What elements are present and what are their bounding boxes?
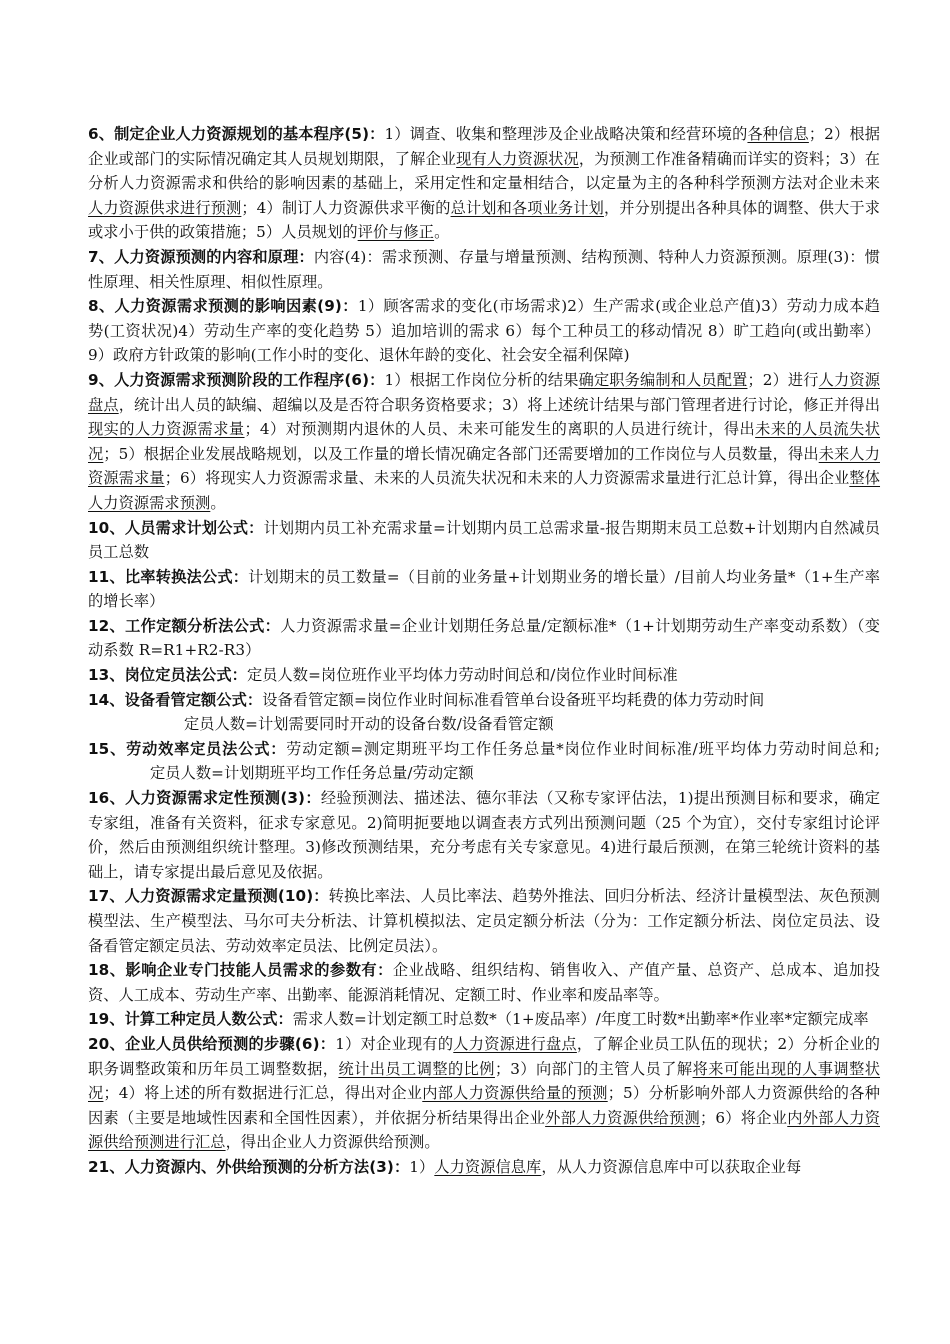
body-text: 定员人数=计划需要同时开动的设备台数/设备看管定额 [184,715,554,734]
underlined-term: 整体人力资源需求预测 [88,469,881,512]
section-20 [88,1032,880,1155]
body-text: 转换比率法、人员比率法、趋势外推法、回归分析法、经济计量模型法、灰色预测模型法、生产模型法、马尔可夫分析法、计算机模拟法、定员定额分析法（分为：工作定额分析法、岗位定员法、设备看管定额定员法、劳动效率定员法、比例定员法）。 [88,887,881,955]
section-heading: 16、人力资源需求定性预测(3)： [88,789,321,808]
body-text: 计划期末的员工数量=（目前的业务量+计划期业务的增长量）/目前人均业务量*（1+生产率的增长率） [88,567,880,611]
section-18 [88,958,880,1007]
body-text: 内容(4)：需求预测、存量与增量预测、结构预测、特种人力资源预测。原理(3)：惯性原理、相关性原理、相似性原理。 [88,247,880,291]
section-heading: 19、计算工种定员人数公式： [88,1010,293,1029]
body-text: ，了解企业员工队伍的现状；2）分析企业的职务调整政策和历年员工调整数据， [88,1034,880,1078]
underlined-term: 现有人力资源状况 [456,149,579,168]
underlined-term: 确定职务编制和人员配置 [578,370,748,389]
body-text: 1）调查、收集和整理涉及企业战略决策和经营环境的 [384,125,748,143]
section-10 [88,516,880,565]
body-text: 1） [409,1157,435,1176]
body-text: ，统计出人员的缺编、超编以及是否符合职务资格要求；3）将上述统计结果与部门管理者进行讨论，修正并得出 [118,395,880,414]
section-heading: 21、人力资源内、外供给预测的分析方法(3)： [88,1157,410,1176]
body-text: ，为预测工作准备精确而详实的资料；3）在分析人力资源需求和供给的影响因素的基础上，采用定性和定量相结合，以定量为主的各种科学预测方法对企业未来 [88,149,880,193]
section-15 [88,737,880,786]
body-text: 1）根据工作岗位分析的结果 [384,370,579,389]
body-text: ，并分别提出各种具体的调整、供大于求或求小于供的政策措施；5）人员规划的 [88,198,880,242]
body-text: ；2）根据企业或部门的实际情况确定其人员规划期限，了解企业 [88,125,880,168]
underlined-term: 现实的人力资源需求量 [88,420,245,439]
body-text: ；3）向部门的主管人员了解 [494,1059,693,1078]
section-heading: 15、劳动效率定员法公式： [88,739,287,758]
section-9 [88,368,880,516]
section-14 [88,688,880,737]
section-21 [88,1155,880,1180]
underlined-term: 人力资源进行盘点 [453,1034,577,1053]
body-text: ；4）对预测期内退休的人员、未来可能发生的离职的人员进行统计，得出 [244,420,756,439]
section-heading: 7、人力资源预测的内容和原理： [88,247,314,266]
section-6 [88,122,880,245]
section-19 [88,1007,880,1032]
section-7 [88,245,880,294]
section-heading: 6、制定企业人力资源规划的基本程序(5)： [88,125,385,143]
section-17 [88,884,880,958]
underlined-term: 各种信息 [747,125,809,143]
body-text: ；5）分析影响外部人力资源供给的各种因素（主要是地域性因素和全国性因素），并依据分析结果得出企业 [88,1084,880,1127]
body-text: 人力资源需求量=企业计划期任务总量/定额标准*（1+计划期劳动生产率变动系数）（变动系数 R=R1+R2-R3） [88,616,880,660]
section-heading: 10、人员需求计划公式： [88,518,264,537]
body-text: ，从人力资源信息库中可以获取企业每 [541,1157,802,1176]
body-text: 1）对企业现有的 [335,1034,454,1053]
section-heading: 18、影响企业专门技能人员需求的参数有： [88,961,393,980]
section-heading: 11、比率转换法公式： [88,567,249,586]
section-heading: 13、岗位定员法公式： [88,666,247,685]
underlined-term: 内部人力资源供给量的预测 [422,1084,608,1103]
body-text: ；5）根据企业发展战略规划，以及工作量的增长情况确定各部门还需要增加的工作岗位与人员数量，得出 [103,444,819,463]
body-text: 经验预测法、描述法、德尔菲法（又称专家评估法，1)提出预测目标和要求，确定专家组，准备有关资料，征求专家意见。2)简明扼要地以调查表方式列出预测问题（25 个为宜），交付专家组讨论评价，然后由预测组织统计整理。3)修改预测结果，充分考虑有关专家意见。4)进行最后预测，在第三轮统计资料的基础上，请专家提出最后意见及依据。 [88,789,880,881]
section-heading: 12、工作定额分析法公式： [88,616,281,635]
body-text: 1）顾客需求的变化(市场需求)2）生产需求(或企业总产值)3）劳动力成本趋势(工资状况)4）劳动生产率的变化趋势 5）追加培训的需求 6）每个工种员工的移动情况 8）旷工趋向(或出勤率）9）政府方针政策的影响(工作小时的变化、退休年龄的变化、社会安全福利保障) [88,297,881,365]
section-16 [88,786,880,884]
underlined-term: 统计出员工调整的比例 [338,1059,495,1078]
document-page [88,122,880,1180]
section-heading: 14、设备看管定额公式： [88,690,263,709]
body-text: ；4）将上述的所有数据进行汇总，得出对企业 [103,1084,423,1103]
body-text: 企业战略、组织结构、销售收入、产值产量、总资产、总成本、追加投资、人工成本、劳动生产率、出勤率、能源消耗情况、定额工时、作业率和废品率等。 [88,961,880,1004]
underlined-term: 评价与修正 [357,223,435,242]
underlined-term: 未来人力资源需求量 [88,444,880,488]
underlined-term: 内外部人力资源供给预测进行汇总 [88,1108,880,1152]
section-heading: 9、人力资源需求预测阶段的工作程序(6)： [88,370,385,389]
section-8 [88,294,880,368]
underlined-term: 人力资源信息库 [434,1157,542,1176]
body-text: 设备看管定额=岗位作业时间标准看管单台设备班平均耗费的体力劳动时间 [262,690,765,709]
body-text: 计划期内员工补充需求量=计划期内员工总需求量-报告期期末员工总数+计划期内自然减员员工总数 [88,518,880,562]
section-11 [88,565,880,614]
body-text: 定员人数=岗位班作业平均体力劳动时间总和/岗位作业时间标准 [246,666,678,685]
body-text: 定员人数=计划期班平均工作任务总量/劳动定额 [150,764,474,783]
underlined-term: 人力资源盘点 [88,370,880,414]
underlined-term: 未来的人员流失状况 [88,420,881,463]
underlined-term: 总计划和各项业务计划 [450,198,604,217]
underlined-term: 人力资源供求进行预测 [88,198,242,217]
section-heading: 20、企业人员供给预测的步骤(6)： [88,1034,336,1053]
section-12 [88,614,880,663]
body-text: ；6）将现实人力资源需求量、未来的人员流失状况和未来的人力资源需求量进行汇总计算，得出企业 [164,469,850,488]
body-text: ；6）将企业 [700,1108,788,1127]
body-text: ，得出企业人力资源供给预测。 [225,1133,440,1152]
body-text: ；2）进行 [747,370,819,389]
body-text: 劳动定额=测定期班平均工作任务总量*岗位作业时间标准/班平均体力劳动时间总和; [286,739,881,758]
section-13 [88,663,880,688]
underlined-term: 外部人力资源供给预测 [545,1108,701,1127]
underlined-term: 将来可能出现的人事调整状况 [88,1059,881,1103]
body-text: 。 [210,493,226,512]
body-text: ；4）制订人力资源供求平衡的 [241,198,451,217]
section-heading: 8、人力资源需求预测的影响因素(9)： [88,297,358,316]
body-text: 。 [434,223,450,242]
body-text: 需求人数=计划定额工时总数*（1+废品率）/年度工时数*出勤率*作业率*定额完成率 [292,1010,869,1029]
section-heading: 17、人力资源需求定量预测(10)： [88,887,329,906]
